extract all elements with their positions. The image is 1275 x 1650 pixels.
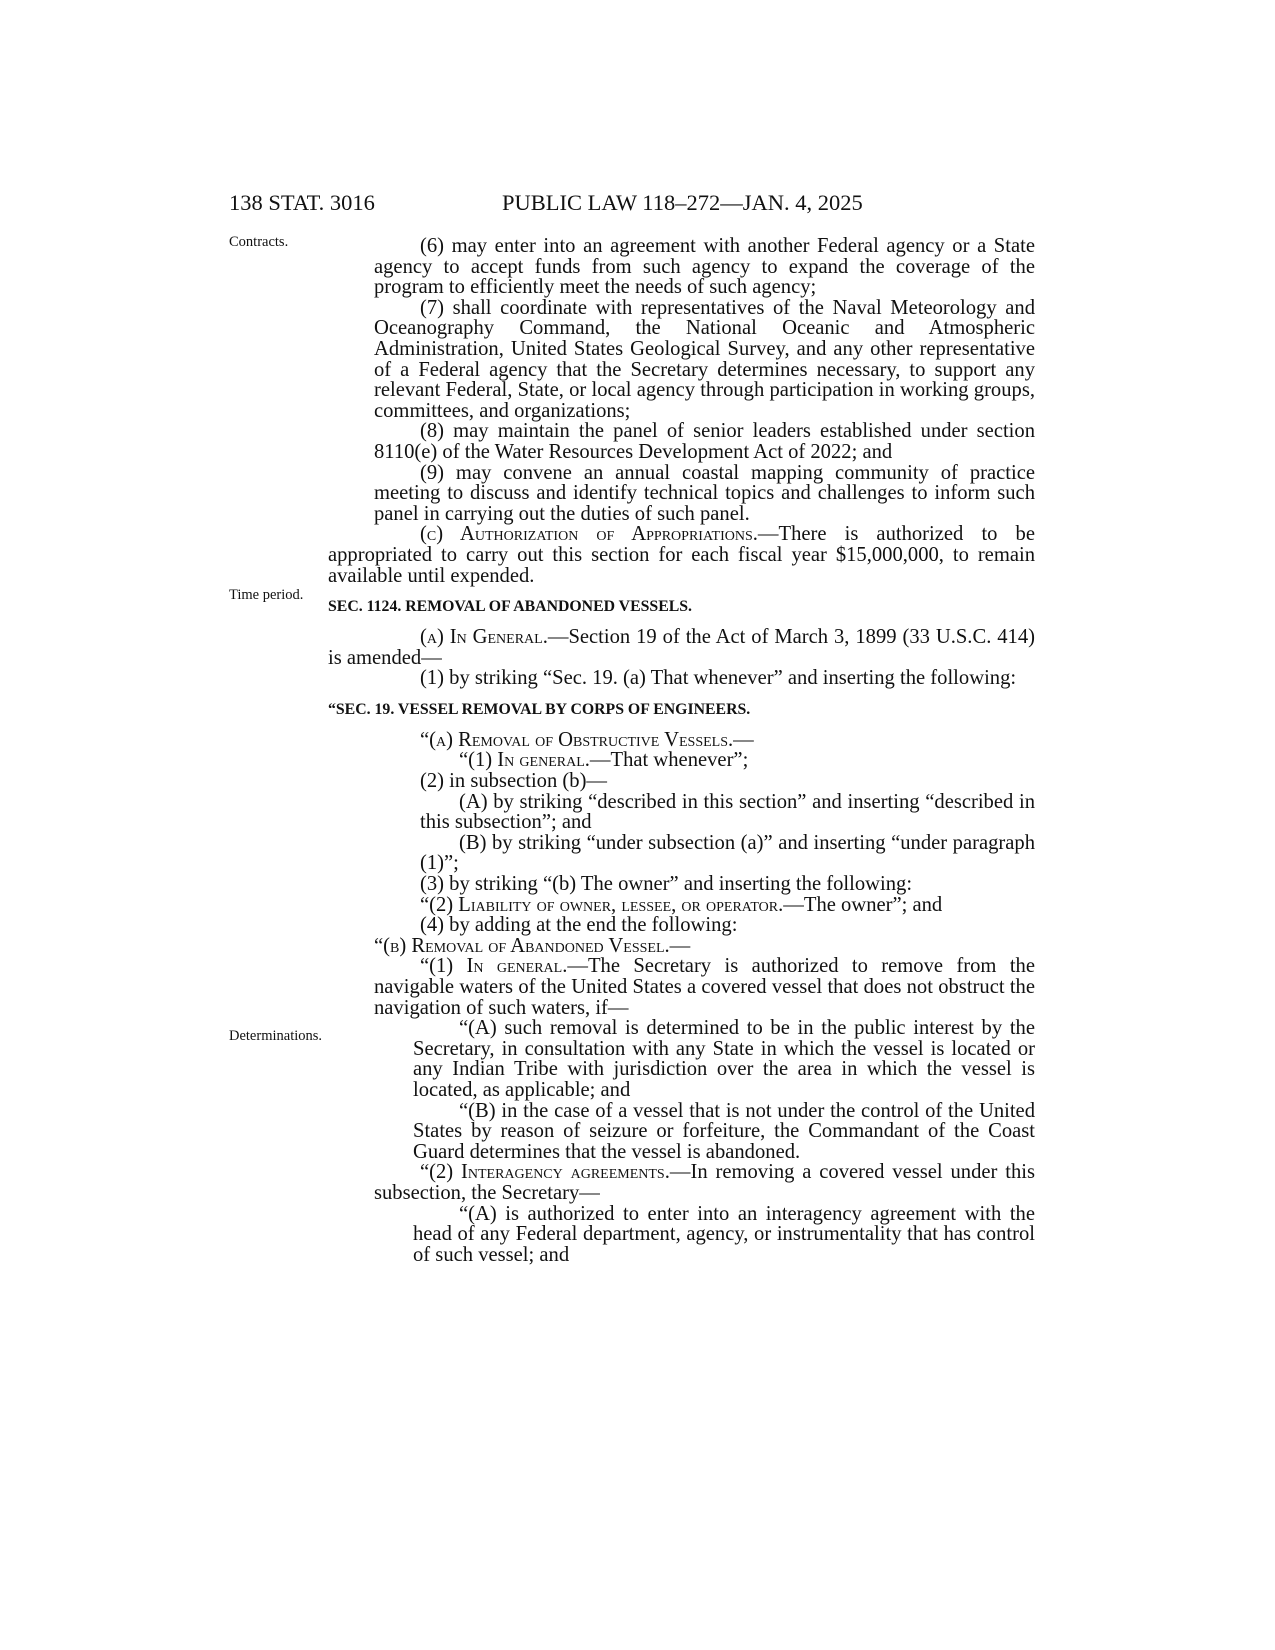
paragraph-6: (6) may enter into an agreement with another Federal agency or a State agency to accept funds from such agency to expand the coverage of the program to efficiently meet the needs of such agency; — [374, 235, 1035, 299]
subsection-c-text: —There is authorized to be appropriated to carry out this section for each fiscal year $15,000,000, to remain available until expended. — [328, 523, 1035, 587]
quoted-paragraph-1 — [459, 750, 1035, 771]
quoted-b-paragraph-2 — [374, 1162, 1035, 1203]
quoted-b-paragraph-2-heading: “(2) Interagency agreements. — [420, 1161, 670, 1184]
section-19-heading: “SEC. 19. VESSEL REMOVAL BY CORPS OF ENGINEERS. — [328, 700, 751, 718]
statute-page-number: 138 STAT. 3016 — [229, 190, 375, 215]
subsection-c-heading: (c) Authorization of Appropriations. — [420, 523, 758, 546]
paragraph-2-subsection: (2) in subsection (b)— — [420, 770, 608, 793]
quoted-b2-subparagraph-A: “(A) is authorized to enter into an interagency agreement with the head of any Federal department, agency, or instrumentality that has control of such vessel; and — [413, 1202, 1035, 1266]
document-body — [328, 235, 1035, 1266]
page-header — [229, 188, 1029, 218]
quoted-subsection-b-heading: “(b) Removal of Abandoned Vessel. — [374, 934, 670, 957]
quoted-b-subparagraph-A: “(A) such removal is determined to be in the public interest by the Secretary, in consultation with any State in which the vessel is located or any Indian Tribe with jurisdiction over the area in which the vessel is located, as applicable; and — [413, 1017, 1035, 1101]
paragraph-3: (3) by striking “(b) The owner” and inserting the following: — [420, 873, 913, 896]
quoted-paragraph-1-heading: “(1) In general. — [459, 749, 590, 772]
paragraph-1-strike: (1) by striking “Sec. 19. (a) That whenever” and inserting the following: — [420, 667, 1017, 690]
quoted-paragraph-2-text: —The owner”; and — [783, 893, 943, 916]
quoted-b-subparagraph-B: “(B) in the case of a vessel that is not under the control of the United States by reason of seizure or forfeiture, the Commandant of the Coast Guard determines that the vessel is abandoned. — [413, 1099, 1035, 1163]
quoted-paragraph-2-heading: “(2) Liability of owner, lessee, or operator. — [420, 893, 784, 916]
subparagraph-A: (A) by striking “described in this section” and inserting “described in this subsection”; and — [420, 790, 1035, 834]
paragraph-7: (7) shall coordinate with representatives of the Naval Meteorology and Oceanography Command, the National Oceanic and Atmospheric Administration, United States Geological Survey, and any other representative of a Federal agency that the Secretary determines necessary, to support any relevant Federal, State, or local agency through participation in working groups, committees, and organizations; — [374, 296, 1035, 422]
quoted-subsection-a-heading: “(a) Removal of Obstructive Vessels. — [420, 728, 734, 751]
paragraph-9: (9) may convene an annual coastal mapping community of practice meeting to discuss and identify technical topics and challenges to inform such panel in carrying out the duties of such panel. — [374, 461, 1035, 525]
public-law-title: PUBLIC LAW 118–272—JAN. 4, 2025 — [502, 190, 863, 215]
quoted-b-paragraph-2-text: —In removing a covered vessel under this subsection, the Secretary— — [374, 1161, 1035, 1204]
quoted-subsection-a — [420, 730, 1035, 751]
section-1124-heading: SEC. 1124. REMOVAL OF ABANDONED VESSELS. — [328, 598, 693, 616]
quoted-paragraph-2 — [374, 895, 1035, 916]
quoted-subsection-b-dash: — — [669, 934, 691, 957]
subsection-a-text: —Section 19 of the Act of March 3, 1899 (33 U.S.C. 414) is amended— — [328, 626, 1035, 669]
paragraph-8: (8) may maintain the panel of senior leaders established under section 8110(e) of the Water Resources Development Act of 2022; and — [374, 420, 1035, 463]
quoted-paragraph-1-text: —That whenever”; — [589, 749, 749, 772]
quoted-b-paragraph-1-heading: “(1) In general. — [420, 955, 568, 978]
subparagraph-B: (B) by striking “under subsection (a)” and inserting “under paragraph (1)”; — [420, 831, 1035, 875]
quoted-subsection-a-dash: — — [733, 728, 754, 751]
subsection-a — [328, 627, 1035, 668]
quoted-b-paragraph-1 — [374, 956, 1035, 1018]
margin-note-contracts: Contracts. — [229, 234, 289, 250]
quoted-b-paragraph-1-text: —The Secretary is authorized to remove from the navigable waters of the United States a covered vessel that does not obstruct the navigation of such waters, if— — [374, 955, 1035, 1019]
quoted-subsection-b — [374, 936, 1035, 957]
subsection-c — [328, 524, 1035, 586]
subsection-a-heading: (a) In General. — [420, 626, 548, 649]
margin-note-time-period: Time period. — [229, 587, 304, 603]
margin-note-determinations: Determinations. — [229, 1028, 323, 1044]
paragraph-4: (4) by adding at the end the following: — [420, 914, 738, 937]
